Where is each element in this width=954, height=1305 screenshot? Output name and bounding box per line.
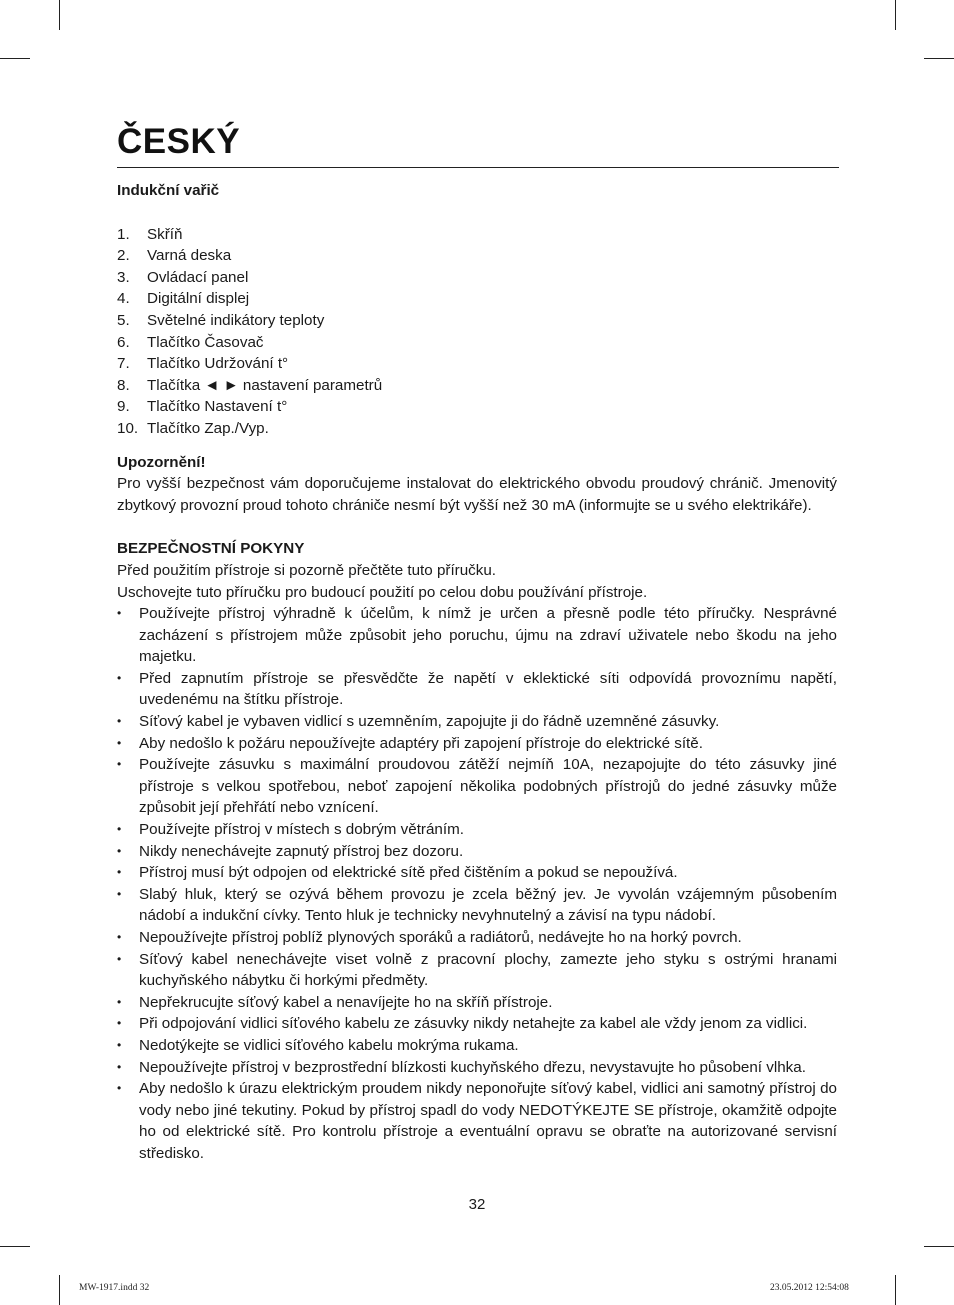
list-item-text: Nikdy nenechávejte zapnutý přístroj bez dozoru. [139,842,464,860]
parts-list [117,224,837,440]
bullet-icon: • [117,951,122,966]
list-item-text: Slabý hluk, který se ozývá během provozu je zcela běžný jev. Je vyvolán vzájemným působením nádobí a indukční cívky. Tento hluk je technicky nevyhnutelný a závisí na typu nádobí. [139,885,837,925]
list-item [117,841,837,863]
list-item-number: 1. [117,225,130,243]
safety-section [117,538,837,1164]
list-item-number: 9. [117,398,130,416]
bullet-icon: • [117,994,122,1009]
list-item-text: Používejte přístroj výhradně k účelům, k nímž je určen a přesně podle této příručky. Nesprávné zacházení s přístrojem může způsobit jeho poruchu, újmu na zdraví uživatele nebo škodu na jeho majetku. [139,605,837,666]
list-item-text: Přístroj musí být odpojen od elektrické sítě před čištěním a pokud se nepoužívá. [139,864,678,882]
bullet-icon: • [117,670,122,685]
list-item-text: Nepřekrucujte síťový kabel a nenavíjejte ho na skříň přístroje. [139,993,553,1011]
list-item-text: Používejte zásuvku s maximální proudovou zátěží nejmíň 10A, nezapojujte do této zásuvky jiné přístroje s velkou spotřebou, neboť zapojení několika podobných přístrojů do jedné zásuvky může způsobit její přehřátí nebo vznícení. [139,756,837,817]
bullet-icon: • [117,606,122,621]
list-item [117,1078,837,1164]
crop-mark-top-right [895,0,896,30]
list-item-number: 7. [117,355,130,373]
list-item-label: Tlačítko Udržování t° [147,355,289,373]
list-item [117,1035,837,1057]
list-item-text: Síťový kabel je vybaven vidlicí s uzemněním, zapojujte ji do řádně uzemněné zásuvky. [139,713,720,731]
slug-timestamp: 23.05.2012 12:54:08 [770,1283,849,1293]
safety-list [117,603,837,1164]
list-item-label: Tlačítko Časovač [147,333,264,351]
list-item [117,884,837,927]
bullet-icon: • [117,886,122,901]
bullet-icon: • [117,1016,122,1031]
list-item-label: Varná deska [147,247,232,265]
list-item-number: 10. [117,419,139,437]
slug-file: MW-1917.indd 32 [79,1283,150,1293]
list-item [117,927,837,949]
list-item-text: Aby nedošlo k požáru nepoužívejte adaptéry při zapojení přístroje do elektrické sítě. [139,734,703,752]
crop-mark-bottom-right [895,1275,896,1305]
list-item-text: Nepoužívejte přístroj poblíž plynových sporáků a radiátorů, nedávejte ho na horký povrch. [139,929,742,946]
list-item [117,353,837,375]
crop-mark-top-left [59,0,60,30]
bullet-icon: • [117,714,122,729]
list-item-number: 8. [117,376,130,394]
list-item [117,418,837,440]
list-item [117,711,837,733]
list-item [117,1057,837,1079]
crop-mark-top-right-h [924,58,954,59]
list-item-label: Tlačítko Zap./Vyp. [147,419,269,437]
list-item [117,224,837,246]
list-item-text: Před zapnutím přístroje se přesvědčte že napětí v eklektické síti odpovídá provoznímu napětí, uvedenému na štítku přístroje. [139,669,837,709]
title-divider [117,167,839,168]
list-item-label: Tlačítka ◄ ► nastavení parametrů [147,376,383,394]
safety-heading: BEZPEČNOSTNÍ POKYNY [117,540,305,558]
list-item-label: Tlačítko Nastavení t° [147,398,288,416]
list-item [117,375,837,397]
list-item-label: Ovládací panel [147,268,249,286]
crop-mark-top-left-h [0,58,30,59]
warning-text: Pro vyšší bezpečnost vám doporučujeme instalovat do elektrického obvodu proudový chránič. Jmenovitý zbytkový provozní proud tohoto chrániče nesmí být vyšší než 30 mA (informujte se u svého elektrikáře). [117,475,837,514]
crop-mark-bottom-left [59,1275,60,1305]
safety-intro-1: Před použitím přístroje si pozorně přečtěte tuto příručku. [117,561,497,579]
bullet-icon: • [117,822,122,837]
list-item-text: Při odpojování vidlici síťového kabelu ze zásuvky nikdy netahejte za kabel ale vždy jenom za vidlici. [139,1015,808,1033]
page-content [117,180,837,1165]
bullet-icon: • [117,1037,122,1052]
list-item [117,819,837,841]
list-item [117,862,837,884]
safety-intro-2: Uschovejte tuto příručku pro budoucí použití po celou dobu používání přístroje. [117,583,648,601]
list-item-text: Nepoužívejte přístroj v bezprostřední blízkosti kuchyňského dřezu, nevystavujte ho působení vlhka. [139,1058,806,1076]
bullet-icon: • [117,1081,122,1096]
list-item [117,1013,837,1035]
crop-mark-bottom-right-h [924,1246,954,1247]
crop-mark-bottom-left-h [0,1246,30,1247]
list-item [117,310,837,332]
list-item [117,288,837,310]
bullet-icon: • [117,735,122,750]
list-item-text: Aby nedošlo k úrazu elektrickým proudem nikdy neponořujte síťový kabel, vidlici ani samotný přístroj do vody nebo jiné tekutiny. Pokud by přístroj spadl do vody NEDOTÝKEJTE SE přístroje, okamžitě odpojte ho od elektrické sítě. Pro kontrolu přístroje a eventuální opravu se obraťte na autorizované servisní středisko. [139,1080,837,1162]
list-item [117,603,837,668]
list-item [117,332,837,354]
bullet-icon: • [117,757,122,772]
list-item [117,267,837,289]
list-item-text: Síťový kabel nenechávejte viset volně z pracovní plochy, zamezte jeho styku s ostrými hranami kuchyňského nábytku či horkými předměty. [139,950,837,990]
warning-heading: Upozornění! [117,453,206,471]
device-heading: Indukční vařič [117,182,220,199]
list-item [117,396,837,418]
list-item [117,949,837,992]
list-item-label: Skříň [147,225,183,243]
list-item-number: 2. [117,247,130,265]
bullet-icon: • [117,865,122,880]
list-item-number: 3. [117,268,130,286]
list-item [117,733,837,755]
page-number: 32 [468,1196,486,1213]
list-item-number: 5. [117,311,130,329]
bullet-icon: • [117,1059,122,1074]
list-item-number: 6. [117,333,130,351]
list-item [117,754,837,819]
list-item [117,992,837,1014]
bullet-icon: • [117,843,122,858]
list-item-label: Digitální displej [147,290,250,308]
list-item-text: Používejte přístroj v místech s dobrým větráním. [139,821,464,839]
page-title: ČESKÝ [117,122,241,161]
list-item-label: Světelné indikátory teploty [147,311,325,329]
warning-section [117,452,837,517]
list-item [117,245,837,267]
list-item [117,668,837,711]
bullet-icon: • [117,930,122,944]
list-item-number: 4. [117,290,130,308]
list-item-text: Nedotýkejte se vidlici síťového kabelu mokrýma rukama. [139,1036,519,1054]
